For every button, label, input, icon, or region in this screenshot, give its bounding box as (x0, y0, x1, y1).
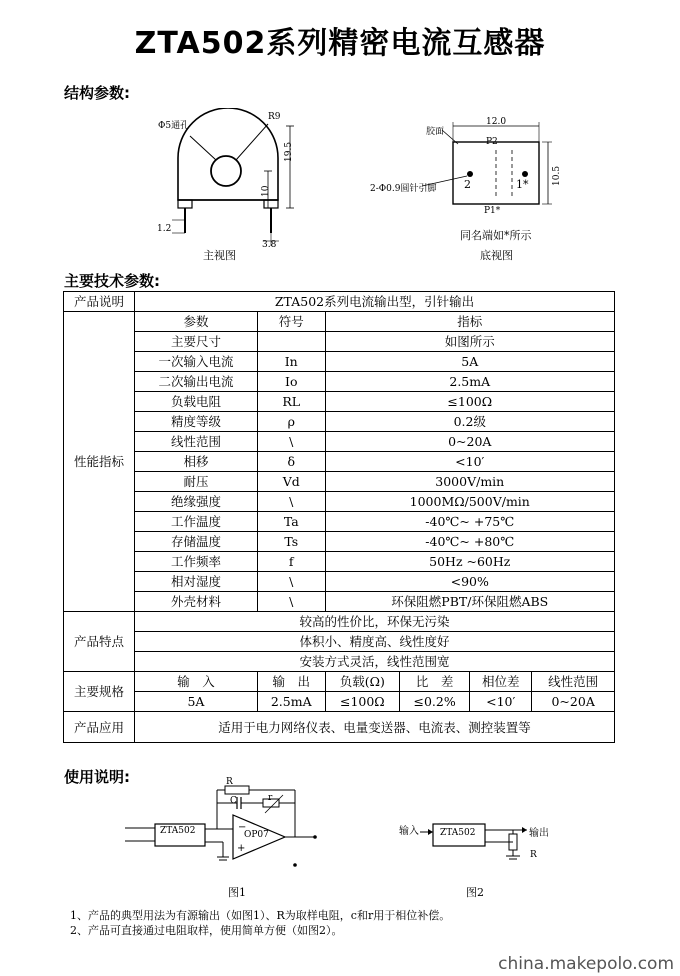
section-structure-heading: 结构参数: (64, 84, 130, 102)
perf-param: 一次输入电流 (135, 352, 258, 372)
perf-symbol: Io (257, 372, 325, 392)
front-view-caption: 主视图 (203, 249, 236, 262)
spec-value: 5A (135, 692, 258, 712)
fig2-caption: 图2 (466, 886, 484, 899)
perf-spec: 0.2级 (325, 412, 614, 432)
table-row (64, 332, 615, 352)
perf-header-param: 参数 (135, 312, 258, 332)
pins-label: 2-Φ0.9圆针引脚 (370, 184, 437, 194)
perf-symbol: Ts (257, 532, 325, 552)
note-item: 1、产品的典型用法为有源输出（如图1）、R为取样电阻，c和r用于相位补偿。 (70, 909, 451, 922)
bottom-view-drawing (360, 112, 560, 232)
row-label-performance: 性能指标 (64, 312, 135, 612)
perf-symbol: \ (257, 572, 325, 592)
fig1-zta-label: ZTA502 (160, 826, 196, 836)
perf-spec: 如图所示 (325, 332, 614, 352)
perf-param: 主要尺寸 (135, 332, 258, 352)
spec-value: 0~20A (532, 692, 615, 712)
table-row (64, 292, 615, 312)
dim-10-5: 10.5 (552, 165, 562, 186)
perf-spec: 0~20A (325, 432, 614, 452)
table-row (64, 352, 615, 372)
dim-1-2: 1.2 (157, 224, 172, 234)
perf-symbol: In (257, 352, 325, 372)
table-row (64, 552, 615, 572)
perf-symbol: \ (257, 492, 325, 512)
table-row (64, 492, 615, 512)
fig1-caption: 图1 (228, 886, 246, 899)
perf-spec: -40℃~ +75℃ (325, 512, 614, 532)
perf-spec: 50Hz ~60Hz (325, 552, 614, 572)
row-label-product-desc: 产品说明 (64, 292, 135, 312)
perf-header-symbol: 符号 (257, 312, 325, 332)
glue-face-label: 胶面 (426, 127, 445, 137)
pin-1-label: 1* (516, 178, 529, 191)
dim-12-0: 12.0 (486, 117, 507, 127)
circuit-fig2 (395, 810, 545, 870)
table-row (64, 712, 615, 743)
table-row (64, 592, 615, 612)
perf-param: 相移 (135, 452, 258, 472)
table-row (64, 432, 615, 452)
opamp-plus: + (237, 843, 246, 854)
dim-10: 10 (261, 185, 271, 197)
watermark: china.makepolo.com (498, 954, 674, 974)
perf-param: 相对湿度 (135, 572, 258, 592)
table-row (64, 672, 615, 692)
perf-param: 耐压 (135, 472, 258, 492)
table-row (64, 512, 615, 532)
spec-header: 比 差 (400, 672, 470, 692)
dim-19-5: 19.5 (284, 141, 294, 162)
feature-item: 安装方式灵活，线性范围宽 (135, 652, 615, 672)
perf-symbol: RL (257, 392, 325, 412)
opamp-minus: − (238, 822, 247, 833)
pin-2-label: 2 (464, 178, 471, 191)
bottom-view-caption: 底视图 (480, 249, 513, 262)
perf-param: 绝缘强度 (135, 492, 258, 512)
perf-param: 二次输出电流 (135, 372, 258, 392)
table-row (64, 452, 615, 472)
perf-spec: <10′ (325, 452, 614, 472)
row-label-features: 产品特点 (64, 612, 135, 672)
p2-label: P2 (486, 137, 498, 147)
perf-spec: <90% (325, 572, 614, 592)
table-row (64, 372, 615, 392)
spec-table (63, 291, 615, 743)
table-row (64, 412, 615, 432)
feature-item: 较高的性价比，环保无污染 (135, 612, 615, 632)
hole-label: Φ5通孔 (158, 121, 190, 131)
perf-spec: 5A (325, 352, 614, 372)
perf-symbol: Vd (257, 472, 325, 492)
dim-3-8: 3.8 (262, 240, 277, 250)
table-row (64, 392, 615, 412)
usage-notes (70, 908, 450, 938)
table-row (64, 572, 615, 592)
perf-spec: ≤100Ω (325, 392, 614, 412)
fig1-r-label: R (226, 777, 233, 787)
spec-header: 线性范围 (532, 672, 615, 692)
note-item: 2、产品可直接通过电阻取样，使用简单方便（如图2）。 (70, 924, 343, 937)
perf-param: 存储温度 (135, 532, 258, 552)
spec-header: 负载(Ω) (325, 672, 400, 692)
table-row (64, 612, 615, 632)
product-desc-value: ZTA502系列电流输出型，引针输出 (135, 292, 615, 312)
row-label-application: 产品应用 (64, 712, 135, 743)
fig2-r-label: R (530, 850, 537, 860)
perf-spec: -40℃~ +80℃ (325, 532, 614, 552)
fig2-zta-label: ZTA502 (440, 828, 476, 838)
table-row (64, 472, 615, 492)
perf-symbol: \ (257, 592, 325, 612)
perf-param: 负载电阻 (135, 392, 258, 412)
spec-value: 2.5mA (257, 692, 325, 712)
table-row (64, 312, 615, 332)
perf-spec: 3000V/min (325, 472, 614, 492)
perf-header-spec: 指标 (325, 312, 614, 332)
spec-header: 输 出 (257, 672, 325, 692)
perf-spec: 环保阻燃PBT/环保阻燃ABS (325, 592, 614, 612)
perf-symbol: \ (257, 432, 325, 452)
same-name-note: 同名端如*所示 (460, 229, 532, 242)
perf-param: 精度等级 (135, 412, 258, 432)
perf-param: 外壳材料 (135, 592, 258, 612)
r9-label: R9 (268, 112, 281, 122)
perf-param: 工作温度 (135, 512, 258, 532)
perf-symbol: δ (257, 452, 325, 472)
fig1-c-label: C (230, 796, 237, 806)
fig2-input-label: 输入 (399, 826, 419, 837)
spec-value: ≤100Ω (325, 692, 400, 712)
perf-param: 线性范围 (135, 432, 258, 452)
section-usage-heading: 使用说明: (64, 768, 130, 786)
page-title: ZTA502系列精密电流互感器 (134, 26, 546, 61)
row-label-spec: 主要规格 (64, 672, 135, 712)
perf-spec: 2.5mA (325, 372, 614, 392)
spec-header: 相位差 (470, 672, 532, 692)
perf-spec: 1000MΩ/500V/min (325, 492, 614, 512)
section-tech-heading: 主要技术参数: (64, 272, 160, 290)
feature-item: 体积小、精度高、线性度好 (135, 632, 615, 652)
p1-label: P1* (484, 206, 501, 216)
spec-value: <10′ (470, 692, 532, 712)
perf-symbol: f (257, 552, 325, 572)
spec-value: ≤0.2% (400, 692, 470, 712)
perf-symbol (257, 332, 325, 352)
table-row (64, 692, 615, 712)
perf-symbol: ρ (257, 412, 325, 432)
table-row (64, 632, 615, 652)
op07-label: OP07 (244, 830, 269, 840)
application-value: 适用于电力网络仪表、电量变送器、电流表、测控装置等 (135, 712, 615, 743)
perf-param: 工作频率 (135, 552, 258, 572)
spec-header: 输 入 (135, 672, 258, 692)
perf-symbol: Ta (257, 512, 325, 532)
fig2-output-label: 输出 (529, 828, 549, 839)
fig1-small-r-label: r (268, 793, 273, 803)
table-row (64, 652, 615, 672)
table-row (64, 532, 615, 552)
